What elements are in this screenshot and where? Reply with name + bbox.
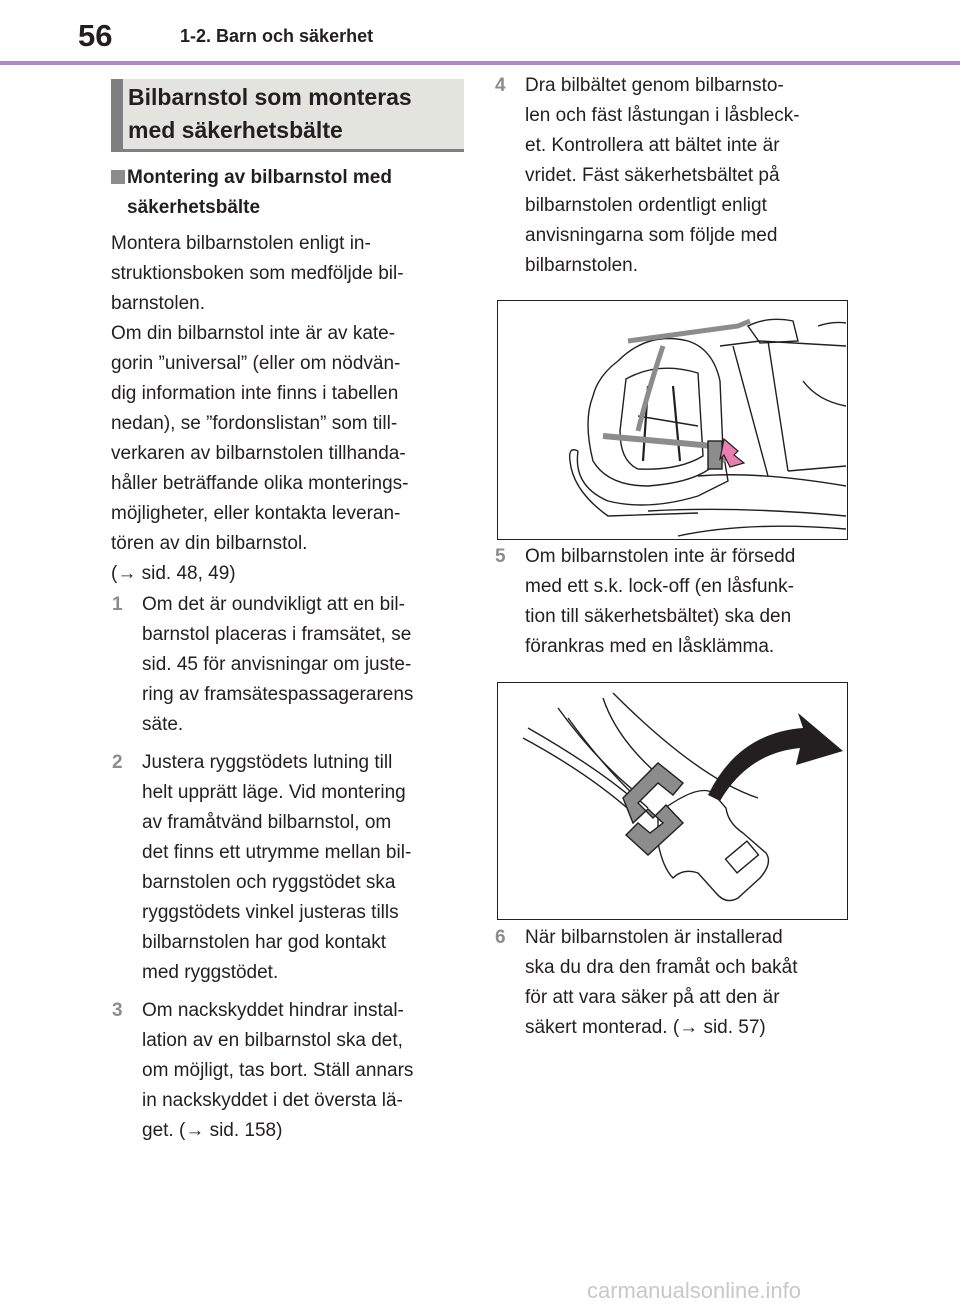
step-line: Dra bilbältet genom bilbarnsto- (525, 75, 784, 96)
step-line: säte. (142, 714, 184, 735)
step-number: 2 (112, 752, 123, 773)
step-4 (495, 71, 855, 281)
step-line: len och fäst låstungan i låsbleck- (525, 105, 800, 126)
intro-line: håller beträffande olika monterings- (111, 473, 409, 494)
step-line: det finns ett utrymme mellan bil- (142, 842, 412, 863)
title-box-text (128, 81, 458, 147)
step-line: get. (→ sid. 158) (142, 1120, 283, 1141)
step-line: Om nackskyddet hindrar instal- (142, 1000, 404, 1021)
step-line: med ett s.k. lock-off (en låsfunk- (525, 576, 794, 597)
intro-line: möjligheter, eller kontakta leveran- (111, 503, 401, 524)
step-line: Om det är oundvikligt att en bil- (142, 594, 405, 615)
step-line: lation av en bilbarnstol ska det, (142, 1030, 403, 1051)
step-line: Justera ryggstödets lutning till (142, 752, 393, 773)
step-number: 5 (495, 546, 506, 567)
child-seat-illustration (497, 300, 848, 540)
footer-watermark: carmanualsonline.info (587, 1278, 802, 1303)
step-line: ring av framsätespassagerarens (142, 684, 414, 705)
square-bullet-icon (111, 170, 125, 184)
locking-clip-drawing (498, 683, 846, 918)
step-line: Om bilbarnstolen inte är försedd (525, 546, 796, 567)
step-5 (495, 542, 855, 662)
step-number: 1 (112, 594, 123, 615)
step-line: om möjligt, tas bort. Ställ annars (142, 1060, 414, 1081)
step-line: anvisningarna som följde med (525, 225, 778, 246)
intro-line: (→ sid. 48, 49) (111, 563, 236, 584)
intro-line: Montera bilbarnstolen enligt in- (111, 233, 371, 254)
step-6 (495, 923, 855, 1043)
step-number: 3 (112, 1000, 123, 1021)
step-number: 6 (495, 927, 506, 948)
curved-arrow-icon (708, 713, 843, 801)
header-rule (0, 61, 960, 65)
title-box (111, 79, 464, 152)
step-line: för att vara säker på att den är (525, 987, 780, 1008)
intro-line: nedan), se ”fordonslistan” som till- (111, 413, 398, 434)
page-number: 56 (78, 18, 113, 53)
step-line: av framåtvänd bilbarnstol, om (142, 812, 392, 833)
intro-line: Om din bilbarnstol inte är av kate- (111, 323, 396, 344)
step-line: et. Kontrollera att bältet inte är (525, 135, 780, 156)
subheading-line-1: Montering av bilbarnstol med (127, 167, 392, 188)
subheading-line-2: säkerhetsbälte (127, 197, 261, 218)
step-line: ska du dra den framåt och bakåt (525, 957, 798, 978)
intro-line: gorin ”universal” (eller om nödvän- (111, 353, 401, 374)
title-line-1: Bilbarnstol som monteras (128, 84, 412, 110)
title-line-2: med säkerhetsbälte (128, 117, 343, 143)
step-line: med ryggstödet. (142, 962, 279, 983)
step-line: barnstolen och ryggstödet ska (142, 872, 396, 893)
step-line: ryggstödets vinkel justeras tills (142, 902, 399, 923)
child-seat-drawing (498, 301, 846, 538)
step-line: vridet. Fäst säkerhetsbältet på (525, 165, 780, 186)
step-line: bilbarnstolen. (525, 255, 639, 276)
intro-line: struktionsboken som medföljde bil- (111, 263, 404, 284)
step-line: När bilbarnstolen är installerad (525, 927, 783, 948)
step-number: 4 (495, 75, 506, 96)
intro-paragraph (111, 229, 466, 589)
intro-line: verkaren av bilbarnstolen tillhanda- (111, 443, 406, 464)
step-2 (112, 748, 472, 988)
step-1 (112, 590, 472, 740)
title-box-bar (111, 79, 123, 149)
intro-line: tören av din bilbarnstol. (111, 533, 308, 554)
step-line: bilbarnstolen har god kontakt (142, 932, 386, 953)
step-3 (112, 996, 472, 1146)
subheading (111, 163, 461, 223)
intro-line: dig information inte finns i tabellen (111, 383, 399, 404)
step-line: förankras med en låsklämma. (525, 636, 775, 657)
section-title: 1-2. Barn och säkerhet (180, 26, 374, 46)
step-line: bilbarnstolen ordentligt enligt (525, 195, 767, 216)
locking-clip-illustration (497, 682, 848, 920)
step-line: barnstol placeras i framsätet, se (142, 624, 412, 645)
step-line: in nackskyddet i det översta lä- (142, 1090, 403, 1111)
step-line: sid. 45 för anvisningar om juste- (142, 654, 412, 675)
step-line: säkert monterad. (→ sid. 57) (525, 1017, 766, 1038)
step-line: helt upprätt läge. Vid montering (142, 782, 406, 803)
page-header (0, 0, 960, 62)
intro-line: barnstolen. (111, 293, 206, 314)
step-line: tion till säkerhetsbältet) ska den (525, 606, 792, 627)
